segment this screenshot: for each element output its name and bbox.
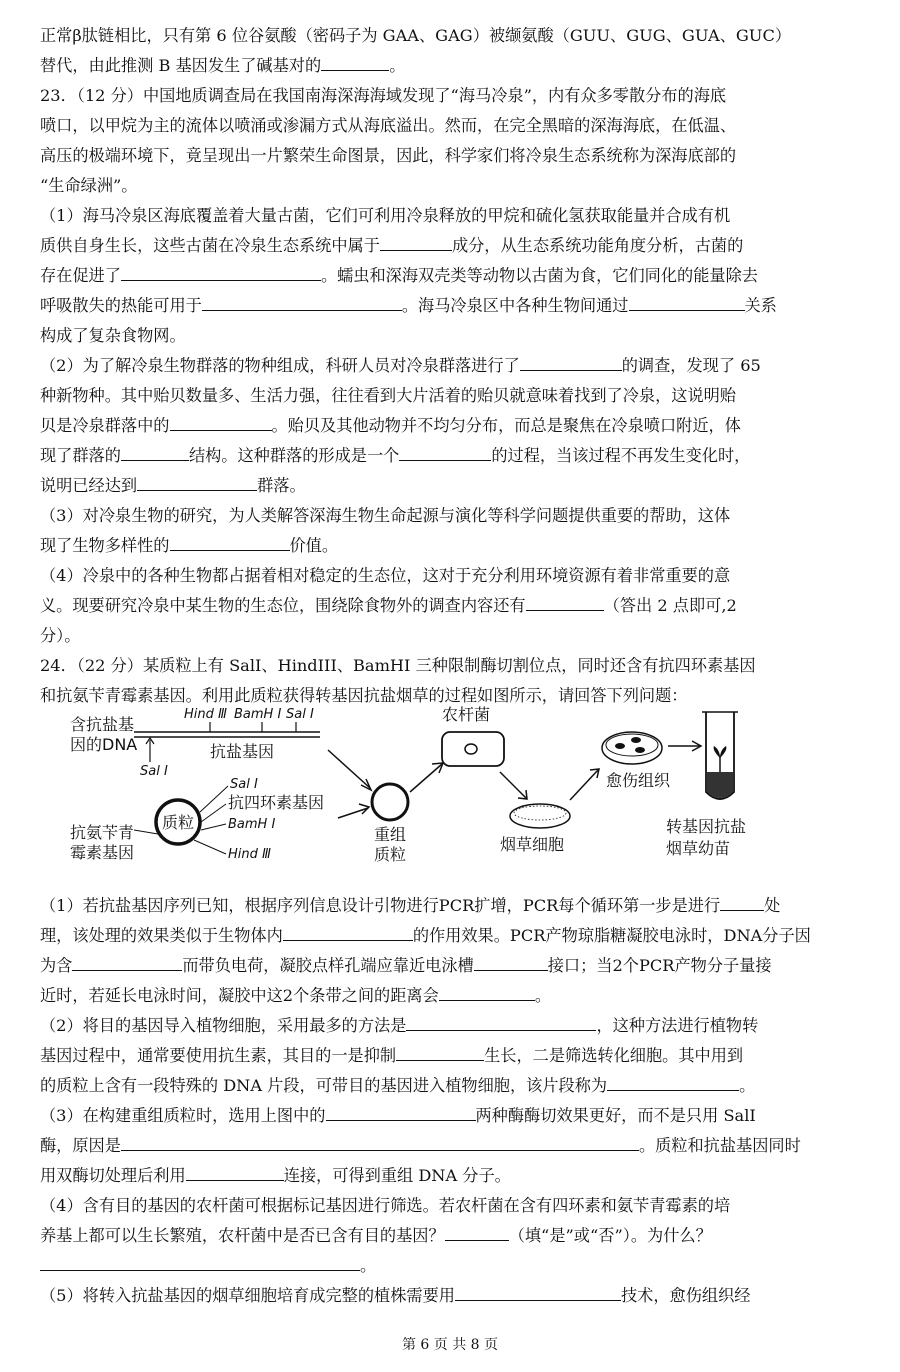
answer-blank[interactable] — [607, 1072, 739, 1091]
text-line — [40, 381, 736, 411]
text-segment: 说明已经达到 — [40, 476, 138, 495]
text-line — [40, 111, 736, 141]
text-segment: 而带负电荷，凝胶点样孔端应靠近电泳槽 — [182, 956, 474, 975]
answer-blank[interactable] — [455, 1282, 621, 1301]
text-segment: 酶，原因是 — [40, 1136, 121, 1155]
text-segment: （1）海马冷泉区海底覆盖着大量古菌，它们可利用冷泉释放的甲烷和硫化氢获取能量并合成有机 — [40, 206, 731, 225]
text-segment: 为含 — [40, 956, 73, 975]
text-line — [40, 501, 730, 531]
text-segment: 的作用效果。PCR产物琼脂糖凝胶电泳时，DNA分子因 — [412, 926, 811, 945]
text-segment: 基因过程中，通常要使用抗生素，其目的一是抑制 — [40, 1046, 397, 1065]
text-segment: 种新物种。其中贻贝数量多、生活力强，往往看到大片活着的贻贝就意味着找到了冷泉，这说明贻 — [40, 386, 737, 405]
text-segment: （5）将转入抗盐基因的烟草细胞培育成完整的植株需要用 — [40, 1286, 455, 1305]
text-segment: （3）在构建重组质粒时，选用上图中的 — [40, 1106, 326, 1125]
hind3-site-top: Hind Ⅲ — [184, 707, 227, 722]
answer-blank[interactable] — [321, 52, 389, 71]
amp-gene-label-1: 抗氨苄青 — [70, 823, 135, 842]
answer-blank[interactable] — [121, 262, 321, 281]
text-line — [40, 261, 758, 291]
text-line — [40, 561, 730, 591]
text-line — [40, 1161, 511, 1191]
text-line — [40, 1071, 755, 1101]
text-segment: （4）含有目的基因的农杆菌可根据标记基因进行筛选。若农杆菌在含有四环素和氨苄青霉素的培 — [40, 1196, 731, 1215]
text-line — [40, 51, 405, 81]
transgenic-process-diagram — [70, 700, 820, 885]
text-line — [40, 531, 338, 561]
text-segment: （2）为了解冷泉生物群落的物种组成，科研人员对冷泉群落进行了 — [40, 356, 520, 375]
text-segment: 替代，由此推测 B 基因发生了碱基对的 — [40, 56, 322, 75]
text-segment: 的调查，发现了 65 — [621, 356, 761, 375]
text-line — [40, 21, 791, 51]
answer-blank[interactable] — [520, 352, 622, 371]
text-line — [40, 231, 743, 261]
text-line — [40, 621, 80, 651]
text-line — [40, 141, 736, 171]
answer-blank[interactable] — [283, 922, 413, 941]
text-segment: 喷口，以甲烷为主的流体以喷涌或渗漏方式从海底溢出。然而，在完全黑暗的深海海底，在低温、 — [40, 116, 737, 135]
text-segment: 。质粒和抗盐基因同时 — [638, 1136, 801, 1155]
text-line — [40, 81, 726, 111]
answer-blank[interactable] — [406, 1012, 596, 1031]
text-line — [40, 651, 756, 681]
text-segment: 23．（12 分）中国地质调查局在我国南海深海海域发现了“海马冷泉”，内有众多零散分布的海底 — [40, 86, 727, 105]
amp-gene-label-2: 霉素基因 — [70, 843, 135, 862]
text-segment: 。 — [534, 986, 551, 1005]
text-segment: 。贻贝及其他动物并不均匀分布，而总是聚焦在冷泉喷口附近，体 — [271, 416, 741, 435]
text-line — [40, 471, 306, 501]
answer-blank[interactable] — [202, 292, 402, 311]
answer-blank[interactable] — [121, 1132, 639, 1151]
answer-blank[interactable] — [72, 952, 182, 971]
text-line — [40, 921, 811, 951]
text-line — [40, 591, 737, 621]
answer-blank[interactable] — [170, 412, 272, 431]
text-segment: 呼吸散失的热能可用于 — [40, 296, 202, 315]
tet-gene-label: 抗四环素基因 — [228, 793, 325, 812]
text-line — [40, 321, 186, 351]
text-segment: 连接，可得到重组 DNA 分子。 — [283, 1166, 511, 1185]
text-segment: 分）。 — [40, 626, 81, 645]
recombinant-label-1: 重组 — [374, 825, 407, 844]
text-line — [40, 891, 780, 921]
sal1-site-left: Sal Ⅰ — [140, 764, 168, 779]
text-line — [40, 201, 730, 231]
text-segment: 成分，从生态系统功能角度分析，古菌的 — [451, 236, 744, 255]
text-line — [40, 951, 772, 981]
answer-blank[interactable] — [40, 1252, 360, 1271]
recombinant-label-2: 质粒 — [374, 845, 407, 864]
hind3-ring-site: Hind Ⅲ — [228, 847, 271, 862]
agrobacterium-label: 农杆菌 — [442, 705, 491, 724]
page-footer: 第 6 页 共 8 页 — [401, 1337, 499, 1353]
text-line — [40, 411, 741, 441]
callus-label: 愈伤组织 — [606, 771, 671, 790]
tobacco-cell-label: 烟草细胞 — [500, 835, 565, 854]
answer-blank[interactable] — [526, 592, 604, 611]
text-line — [40, 981, 551, 1011]
text-segment: 用双酶切处理后利用 — [40, 1166, 186, 1185]
text-segment: 近时，若延长电泳时间，凝胶中这2个条带之间的距离会 — [40, 986, 439, 1005]
text-segment: 和抗氨苄青霉素基因。利用此质粒获得转基因抗盐烟草的过程如图所示，请回答下列问题： — [40, 686, 688, 705]
text-line — [40, 1221, 712, 1251]
answer-blank[interactable] — [629, 292, 745, 311]
text-segment: 现了生物多样性的 — [40, 536, 170, 555]
text-segment: 价值。 — [289, 536, 339, 555]
text-segment: （3）对冷泉生物的研究，为人类解答深海生物生命起源与演化等科学问题提供重要的帮助，这体 — [40, 506, 731, 525]
text-segment: 高压的极端环境下，竟呈现出一片繁荣生命图景，因此，科学家们将冷泉生态系统称为深海底部的 — [40, 146, 737, 165]
text-segment: 。蠕虫和深海双壳类等动物以古菌为食，它们同化的能量除去 — [320, 266, 758, 285]
answer-blank[interactable] — [445, 1222, 509, 1241]
text-segment: 生长，二是筛选转化细胞。其中用到 — [484, 1046, 744, 1065]
text-segment: 质供自身生长，这些古菌在冷泉生态系统中属于 — [40, 236, 380, 255]
bamh1-ring-site: BamH Ⅰ — [228, 817, 276, 832]
text-segment: ，这种方法进行植物转 — [596, 1016, 759, 1035]
text-segment: “生命绿洲”。 — [40, 176, 138, 195]
text-segment: 。 — [360, 1256, 377, 1275]
text-segment: 。海马冷泉区中各种生物间通过 — [401, 296, 629, 315]
text-segment: 结构。这种群落的形成是一个 — [188, 446, 400, 465]
text-segment: （填“是”或“否”）。为什么？ — [508, 1226, 712, 1245]
answer-blank[interactable] — [439, 982, 535, 1001]
text-line — [40, 351, 761, 381]
answer-blank[interactable] — [121, 442, 189, 461]
plasmid-label: 质粒 — [162, 813, 195, 832]
text-segment: 。 — [389, 56, 406, 75]
text-line — [40, 1101, 756, 1131]
answer-blank[interactable] — [326, 1102, 476, 1121]
text-segment: 关系 — [744, 296, 777, 315]
seedling-label-2: 烟草幼苗 — [666, 839, 731, 858]
text-segment: （1）若抗盐基因序列已知，根据序列信息设计引物进行PCR扩增，PCR每个循环第一步是进行 — [40, 896, 721, 915]
text-segment: 处 — [764, 896, 781, 915]
tobacco-dish — [510, 804, 570, 828]
text-segment: 两种酶酶切效果更好，而不是只用 SalI — [475, 1106, 756, 1125]
sal1-ring-site: Sal Ⅰ — [230, 777, 258, 792]
text-segment: 的过程，当该过程不再发生变化时， — [491, 446, 751, 465]
text-line — [40, 441, 750, 471]
text-line — [40, 1281, 751, 1311]
callus-dish — [602, 732, 662, 764]
answer-blank[interactable] — [170, 532, 290, 551]
dna-label-2: 因的DNA — [70, 735, 138, 754]
agrobacterium-cell — [442, 732, 504, 766]
text-line — [40, 171, 138, 201]
answer-blank[interactable] — [720, 892, 764, 911]
seedling-label-1: 转基因抗盐 — [666, 817, 747, 836]
text-segment: 群落。 — [257, 476, 306, 495]
text-segment: 义。现要研究冷泉中某生物的生态位，围绕除食物外的调查内容还有 — [40, 596, 526, 615]
recombinant-plasmid — [372, 784, 408, 820]
text-segment: 构成了复杂食物网。 — [40, 326, 186, 345]
text-segment: 24．（22 分）某质粒上有 SalI、HindIII、BamHI 三种限制酶切割位点，同时还含有抗四环素基因 — [40, 656, 756, 675]
text-line — [40, 1251, 376, 1281]
text-segment: （2）将目的基因导入植物细胞，采用最多的方法是 — [40, 1016, 407, 1035]
answer-blank[interactable] — [474, 952, 548, 971]
text-segment: （4）冷泉中的各种生物都占据着相对稳定的生态位，这对于充分利用环境资源有着非常重要的意 — [40, 566, 731, 585]
text-segment: 现了群落的 — [40, 446, 121, 465]
text-segment: 。 — [739, 1076, 756, 1095]
salt-gene-label: 抗盐基因 — [210, 742, 275, 761]
answer-blank[interactable] — [186, 1162, 284, 1181]
text-segment: 的质粒上含有一段特殊的 DNA 片段，可带目的基因进入植物细胞，该片段称为 — [40, 1076, 608, 1095]
bamh1-site-top: BamH Ⅰ — [234, 707, 282, 722]
dna-label-1: 含抗盐基 — [70, 715, 135, 734]
text-line — [40, 291, 777, 321]
answer-blank[interactable] — [137, 472, 257, 491]
text-segment: 存在促进了 — [40, 266, 121, 285]
text-line — [40, 1041, 743, 1071]
text-line — [40, 1131, 801, 1161]
text-segment: 贝是冷泉群落中的 — [40, 416, 170, 435]
answer-blank[interactable] — [380, 232, 452, 251]
text-segment: 理，该处理的效果类似于生物体内 — [40, 926, 283, 945]
text-segment: 接口；当2个PCR产物分子量接 — [547, 956, 772, 975]
text-segment: 技术，愈伤组织经 — [621, 1286, 751, 1305]
answer-blank[interactable] — [396, 1042, 484, 1061]
text-segment: 养基上都可以生长繁殖，农杆菌中是否已含有目的基因？ — [40, 1226, 445, 1245]
text-line — [40, 1011, 758, 1041]
text-line — [40, 1191, 730, 1221]
text-segment: 正常β肽链相比，只有第 6 位谷氨酸（密码子为 GAA、GAG）被缬氨酸（GUU、GUG、GUA、GUC） — [40, 26, 792, 45]
sal1-site-top: Sal Ⅰ — [286, 707, 314, 722]
answer-blank[interactable] — [399, 442, 491, 461]
text-segment: （答出 2 点即可,2 — [603, 596, 737, 615]
